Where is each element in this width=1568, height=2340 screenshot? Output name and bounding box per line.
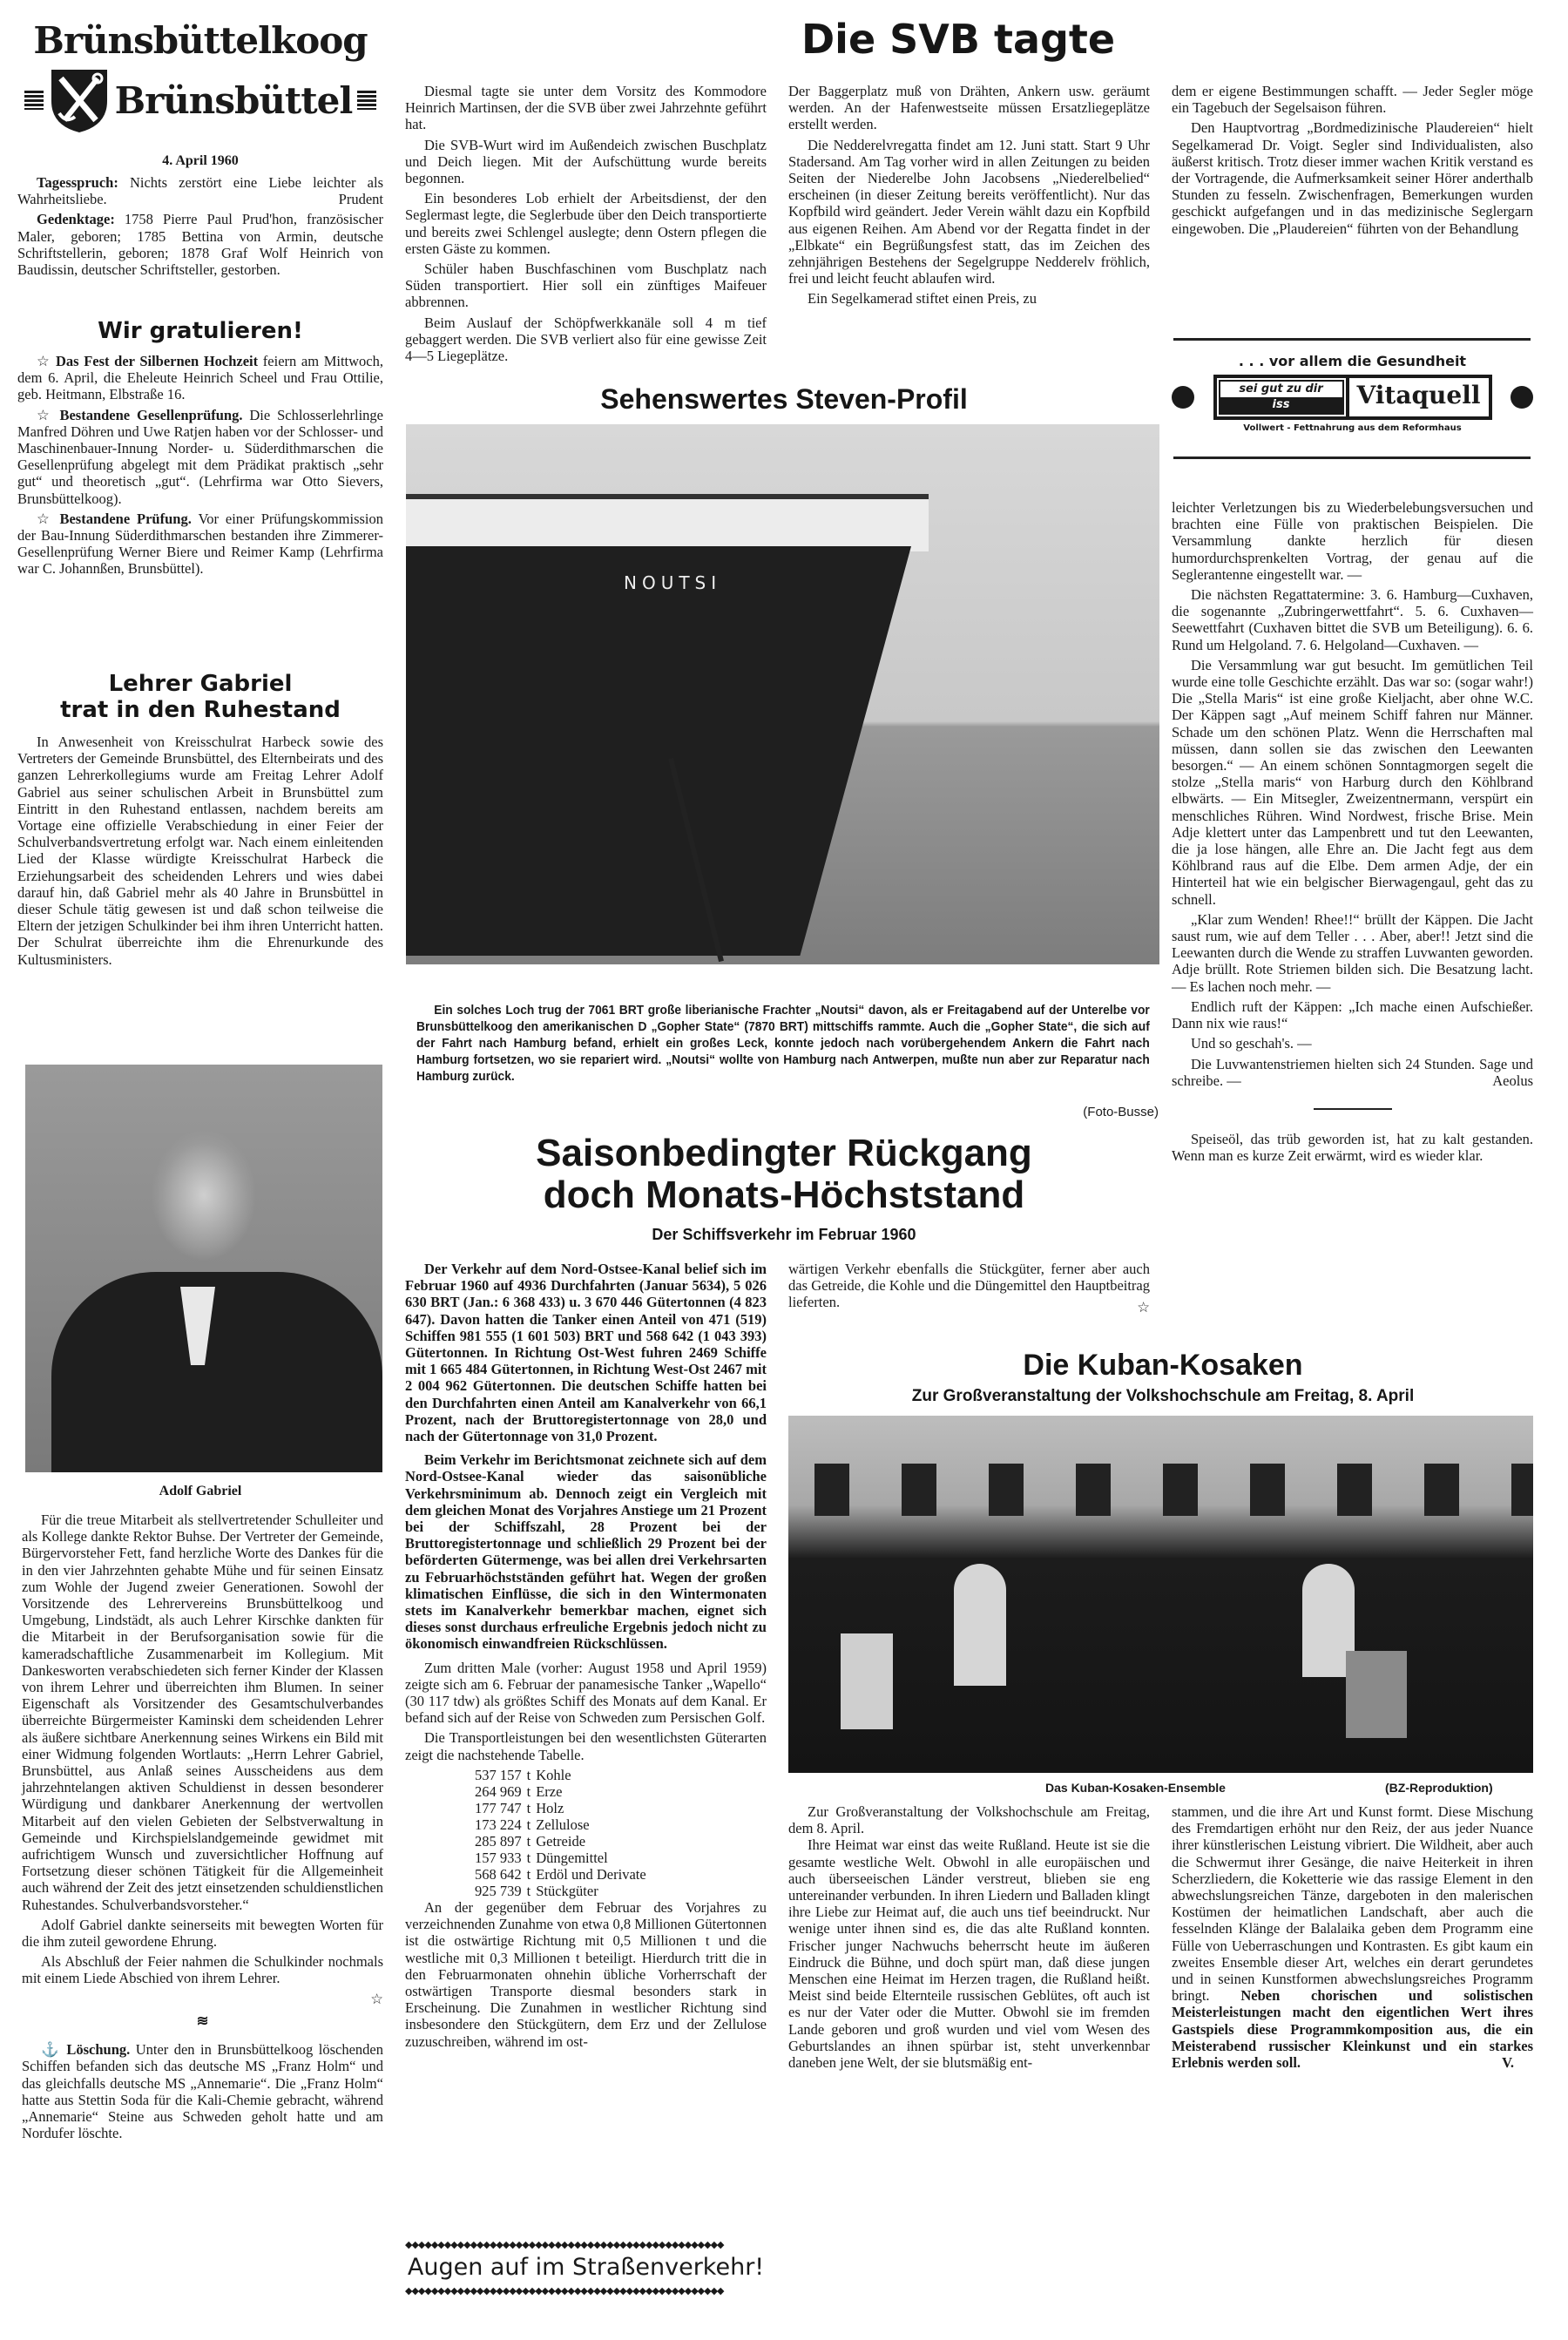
ad-top-rule	[1173, 338, 1531, 341]
cargo-good: Düngemittel	[536, 1849, 608, 1866]
gabriel-photo-caption: Adolf Gabriel	[159, 1484, 242, 1498]
cargo-table-row	[475, 1833, 652, 1850]
separator-ornament-icon: ≋	[196, 2012, 209, 2029]
kosaken-headline: Die Kuban-Kosaken	[1023, 1349, 1303, 1382]
diamond-border-icon: ◆◆◆◆◆◆◆◆◆◆◆◆◆◆◆◆◆◆◆◆◆◆◆◆◆◆◆◆◆◆◆◆◆◆◆◆◆◆◆◆◆◆◆◆◆◆◆◆◆	[405, 2239, 724, 2250]
vitaquell-ad: . . . vor allem die Gesundheit sei gut zu dir iss Vitaquell Vollwert - Fettnahrung aus dem Reformhaus	[1172, 353, 1533, 433]
ad-bottom-rule	[1173, 457, 1531, 459]
cargo-unit: t	[526, 1832, 531, 1850]
steven-caption: Ein solches Loch trug der 7061 BRT große liberianische Frachter „Noutsi“ davon, als er Freitagabend auf der Unterelbe vor Brunsbüttelkoog den amerikanischen D „Gopher State“ (7870 BRT) mittschiffs rammte. Auch die „Gopher State“, die sich auf der Fahrt nach Hamburg befand, erhielt ein großes Leck, konnte jedoch nach vorübergehendem Ankern die Fahrt nach Hamburg fortsetzen, wo sie repariert wird. „Noutsi“ wollte von Hamburg nach Antwerpen, mußte nun aber zur Reparatur nach Hamburg zurück.	[416, 1003, 1150, 1084]
steven-headline: Sehenswertes Steven-Profil	[600, 383, 968, 415]
cargo-good: Kohle	[536, 1766, 571, 1783]
cargo-unit: t	[526, 1782, 531, 1800]
cargo-good: Erze	[536, 1782, 563, 1800]
cargo-unit: t	[526, 1882, 531, 1899]
kanal-column-1: Der Verkehr auf dem Nord-Ostsee-Kanal belief sich im Februar 1960 auf 4936 Durchfahrten (Januar 5634), 5 026 630 BRT (Jan.: 6 368 433) u. 3 670 446 Gütertonnen (4 823 647). Davon hatten die Tanker einen Anteil von 471 (519) Schiffen 981 555 (1 601 503) BRT und 568 642 (1 043 393) Gütertonnen. In Richtung Ost-West fuhren 2469 Schiffe mit 1 665 484 Gütertonnen, in Richtung West-Ost 2467 mit 2 004 962 Gütertonnen. Die deutschen Schiffe hatten bei den Durchfahrten einen Anteil am Kanalverkehr von 66,1 Prozent, nach der Bruttoregistertonnage von 28,0 und nach der Gütertonnage von 31,0 Prozent. Beim Verkehr im Berichtsmonat zeichnete sich auf dem Nord-Ostsee-Kanal wieder das saisonübliche Verkehrsminimum ab. Dennoch zeigt ein Vergleich mit dem gleichen Monat des Vorjahres Anstiege um 21 Prozent bei der Schiffszahl, 28 Prozent bei der Bruttoregistertonnage und schließlich 29 Prozent bei der beförderten Gütermenge, was bei allen drei Verkehrsarten zu Februarhöchstständen geführt hat. Wegen der großen klimatischen Einflüsse, die sich in den Wintermonaten stets im Kanalverkehr bemerkbar machen, eignet sich dieses sonst durchaus erfreuliche Ergebnis jedoch nicht zu ökonomisch einwandfreien Rückschlüssen. Zum dritten Male (vorher: August 1958 und April 1959) zeigte sich am 6. Februar der panamesische Tanker „Wapello“ (30 117 tdw) als größtes Schiff des Monats auf dem Kanal. Er befand sich auf der Reise von Schweden zum Persischen Golf. Die Transportleistungen bei den wesentlichsten Güterarten zeigt die nachstehende Tabelle. 537 157 t Kohle 264 969 t Erze 177 747 t Holz 173 224 t Zellulose 285 897 t Getreide 157 933 t Düngemittel 568 642 t Erdöl und Derivate 925 739 t Stückgüter An der gegenüber dem Februar des Vorjahres zu verzeichnenden Zunahme von etwa 0,8 Millionen Gütertonnen ist die ostwärtige Richtung mit 0,5 Millionen t und die westliche mit 0,3 Millionen t beteiligt. Hierdurch tritt die in den Februarmonaten ohnehin übliche Vorherrschaft der ostwärtigen Transporte diesmal besonders stark in Erscheinung. Die Zunahmen in westlicher Richtung sind insbesondere den Stückgütern, dem Erz und der Zellulose zuzuschreiben, während im ost-	[405, 1261, 767, 2050]
banner-left-icon	[24, 91, 44, 110]
divider-rule	[1314, 1108, 1392, 1110]
cargo-table	[475, 1767, 652, 1899]
cargo-amount: 264 969	[475, 1782, 522, 1800]
cargo-amount: 537 157	[475, 1766, 522, 1783]
svb-column-2: Der Baggerplatz muß von Drähten, Ankern usw. geräumt werden. An der Hafenwestseite müssen Ersatzliegeplätze erstellt werden. Die Nedderelvregatta findet am 12. Juni statt. Start 9 Uhr Stadersand. Am Tag vorher wird in allen Zeitungen zu beiden Seiten der Niederelbe John Jacobsens „Niederelbelied“ erscheinen (in dieser Zeitung bereits veröffentlicht). Nur das Kopfbild wird geändert. Jeder Verein wählt dazu ein Kopfbild aus eigenen Reihen. Am Abend vor der Regatta findet in der „Elbkate“ ein Begrüßungsfest statt, das im Zeichen des zehnjährigen Bestehens der Segelgruppe Nedderelv fröhlich, frei und leicht feucht ablaufen wird. Ein Segelkamerad stiftet einen Preis, zu	[788, 83, 1150, 308]
issue-date: 4. April 1960	[162, 153, 239, 168]
kosaken-photo-caption: Das Kuban-Kosaken-Ensemble	[1045, 1781, 1226, 1795]
gratulation-item: ☆ Das Fest der Silbernen Hochzeit feiern am Mittwoch, dem 6. April, die Eheleute Heinrich Scheel und Frau Ottilie, geb. Heitmann, Elbstraße 16.	[17, 353, 383, 403]
masthead-title-line1: Brünsbüttelkoog	[33, 19, 368, 62]
cargo-table-row	[475, 1800, 652, 1816]
cargo-table-row	[475, 1767, 652, 1783]
kosaken-photo-credit: (BZ-Reproduktion)	[1385, 1781, 1493, 1795]
tagesspruch: Tagesspruch: Nichts zerstört eine Liebe leichter als Wahrheitsliebe. Prudent	[17, 174, 383, 208]
kanal-subtitle: Der Schiffsverkehr im Februar 1960	[652, 1226, 916, 1243]
gratulation-item: ☆ Bestandene Prüfung. Vor einer Prüfungskommission der Bau-Innung Süderdithmarschen bestanden ihre Zimmerer-Gesellenprüfung Werner Biere und Reimer Kamp (Lehrfirma war C. Johannßen, Brunsbüttel).	[17, 510, 384, 578]
gabriel-article	[17, 671, 383, 971]
star-icon: ☆	[37, 353, 56, 369]
ad-subline: Vollwert - Fettnahrung aus dem Reformhaus	[1243, 423, 1462, 433]
svb-headline: Die SVB tagte	[801, 16, 1116, 63]
cargo-good: Erdöl und Derivate	[536, 1865, 646, 1883]
cargo-amount: 285 897	[475, 1832, 522, 1850]
gabriel-continued: Für die treue Mitarbeit als stellvertretender Schulleiter und als Kollege dankte Rektor Buhse. Der Vertreter der Gemeinde, Bürgervorsteher Fett, fand herzliche Worte des Dankes für die in den vier Jahrzehnten gehabte Mühe und für seinen Einsatz zum Wohle der Jugend zweier Generationen. Sowohl der Vorsitzende des Lehrervereins Brunsbüttelkoog und Umgebung, Lindstädt, als auch Lehrer Kirschke dankten für die Mitarbeit in der Berufsorganisation sowie für die kameradschaftliche Zusammenarbeit im Kollegium. Mit Dankesworten verabschiedeten sich ferner Kinder der Klassen von ihrem Lehrer und überreichten ihm Blumen. In seiner Eigenschaft als Vorsitzender des Gesamtschulverbandes überreichte Bürgermeister Kaminski dem scheidenden Lehrer als äußere sichtbare Anerkennung seines Wirkens ein Bild mit einer Widmung folgenden Wortlauts: „Herrn Lehrer Gabriel, Brunsbüttel, aus Anlaß seines Ausscheidens aus dem jahrzehntelangen aktiven Schuldienst in dessen besonderer Würdigung und dankbarer Anerkennung der wertvollen Mitarbeit auf den vielen Gebieten der Selbstverwaltung in Gemeinde und Kirchspielslandgemeinde gewidmet mit aufrichtigem Wunsch und zuversichtlicher Hoffnung auf Fortsetzung dieser schönen Tätigkeit für die Allgemeinheit auch während der Zeit des jetzt einsetzenden schuldienstlichen Ruhestandes. Schulverbandsvorsteher.“ Adolf Gabriel dankte seinerseits mit bewegten Worten für die ihm zuteil gewordene Ehrung. Als Abschluß der Feier nahmen die Schulkinder nochmals mit einem Liede Abschied von ihrem Lehrer. ☆ ≋ ⚓ Löschung. Unter den in Brunsbüttelkoog löschenden Schiffen befanden sich das deutsche MS „Franz Holm“ und das gleichfalls deutsche MS „Annemarie“. Die „Franz Holm“ hatte aus Stettin Soda für die Kali-Chemie gebracht, während „Annemarie“ Steine aus Schweden geholt hatte und am Nordufer löschte.	[22, 1512, 383, 2142]
kanal-column-2: wärtigen Verkehr ebenfalls die Stückgüter, ferner aber auch das Getreide, die Kohle und die Düngemittel den Hauptbeitrag lieferten. ☆	[788, 1261, 1150, 1315]
ad-dot-right-icon	[1511, 386, 1533, 409]
cargo-table-row	[475, 1883, 652, 1899]
kosaken-column-2: stammen, und die ihre Art und Kunst formt. Diese Mischung des Fremdartigen erhöht nur den Reiz, der aus jeder Nuance ihrer künstlerischen Leistung vibriert. Die Wildheit, aber auch die Schwermut ihrer Gesänge, die naive Heiterkeit in ihren Scherzliedern, die Koketterie wie das rassige Element in den abwechslungsreichen Tänze, dargeboten in den malerischen Kostümen der heimatlichen Landschaft, aber auch die fesselnden Klänge der Balalaika geben dem Programm eine Fülle von Ueberraschungen und Kontrasten. Es gibt kaum ein zweites Ensemble dieser Art, welches ein derart gerundetes und in seinen Kunstformen abwechslungsreiches Programm bringt. Neben chorischen und solistischen Meisterleistungen macht den eigentlichen Wert ihres Gastspiels diese Programmkomposition aus, die ein Meisterabend russischer Kleinkunst und ein starkes Erlebnis werden soll. V.	[1172, 1803, 1533, 2072]
cargo-good: Getreide	[536, 1832, 586, 1850]
gabriel-paragraph: In Anwesenheit von Kreisschulrat Harbeck sowie des Vertreters der Gemeinde Brunsbüttel, des Elternbeirats und des ganzen Lehrerkollegiums wurde am Freitag Lehrer Adolf Gabriel aus seiner schulischen Arbeit in Brunsbüttel zum Eintritt in den Ruhestand entlassen, nachdem bereits am Vortage eine offizielle Verabschiedung in einer Feier der Schulverbandsvertretung erfolgt war. Nach einem einleitenden Lied der Klasse würdigte Kreisschulrat Harbeck die Erziehungsarbeit des scheidenden Lehrers und wies dabei darauf hin, daß Gabriel mehr als 40 Jahre in Brunsbüttel in dieser Schule tätig gewesen ist und daß schon teilweise die Eltern der jetzigen Schulkinder bei ihm ihren Unterricht hatten. Der Schulrat überreichte ihm die Ehrenurkunde des Kultusministers.	[17, 734, 383, 968]
gabriel-headline: Lehrer Gabriel trat in den Ruhestand	[60, 671, 341, 723]
cargo-good: Holz	[536, 1799, 564, 1816]
cargo-good: Stückgüter	[536, 1882, 598, 1899]
masthead-title-line2: Brünsbüttel	[114, 78, 353, 122]
star-icon: ☆	[37, 510, 60, 527]
cargo-amount: 177 747	[475, 1799, 522, 1816]
gedenktage: Gedenktage: 1758 Pierre Paul Prud'hon, französischer Maler, geboren; 1785 Bettina von Armin, deutsche Schriftstellerin, geboren; 1878 Graf Wolf Heinrich von Baudissin, deutscher Schriftsteller, gestorben.	[17, 211, 383, 279]
speiseoel-note: Speiseöl, das trüb geworden ist, hat zu kalt gestanden. Wenn man es kurze Zeit erwärmt, wird es wieder klar.	[1172, 1130, 1533, 1165]
gabriel-portrait	[25, 1065, 382, 1472]
cargo-amount: 157 933	[475, 1849, 522, 1866]
ad-tagline: . . . vor allem die Gesundheit	[1238, 353, 1467, 369]
ad-slogan: sei gut zu dir	[1220, 382, 1342, 397]
coat-of-arms-icon	[49, 66, 110, 134]
end-star-icon: ☆	[370, 1990, 383, 2007]
cargo-unit: t	[526, 1799, 531, 1816]
banner-right-icon	[357, 91, 376, 110]
kosaken-ensemble-photo	[788, 1416, 1533, 1773]
loeschung-notice: ⚓ Löschung. Unter den in Brunsbüttelkoog löschenden Schiffen befanden sich das deutsche MS „Franz Holm“ und das gleichfalls deutsche MS „Annemarie“. Die „Franz Holm“ hatte aus Stettin Soda für die Kali-Chemie gebracht, während „Annemarie“ Steine aus Schweden geholt hatte und am Nordufer löschte.	[22, 2041, 383, 2142]
ad-brand: Vitaquell	[1349, 378, 1489, 416]
cargo-amount: 925 739	[475, 1882, 522, 1899]
kosaken-column-1: Zur Großveranstaltung der Volkshochschule am Freitag, dem 8. April. Ihre Heimat war einst das weite Rußland. Heute ist sie die gesamte westliche Welt. Obwohl in alle europäischen und auch überseeischen Länder verstreut, blieben sie eng untereinander verbunden. In ihren Liedern und Balladen klingt ihre Liebe zur Heimat auf, die auch uns tief beeindruckt. Nur wenige unter ihnen sind es, die das alte Rußland konnten. Frischer junger Nachwuchs beherrscht heute im äußeren Eindruck die Bühne, und doch spürt man, daß diese jungen Menschen eine Heimat im Herzen tragen, die Rußland heißt. Meist sind beide Elternteile russischen Geblütes, oft auch ist es nur der Vater oder die Mutter. Obwohl sie im fremden Lande geboren und groß wurden und viel vom Wesen des Geburtslandes an ihnen spürbar ist, steht unverkennbar daneben jene Welt, der sie blutsmäßig ent-	[788, 1803, 1150, 2072]
masthead	[17, 17, 383, 281]
cargo-unit: t	[526, 1816, 531, 1833]
kanal-headline: Saisonbedingter Rückgang doch Monats-Höchststand	[536, 1132, 1032, 1216]
star-icon: ☆	[37, 406, 60, 423]
cargo-unit: t	[526, 1849, 531, 1866]
cargo-unit: t	[526, 1766, 531, 1783]
end-star-icon: ☆	[1137, 1298, 1150, 1315]
svb-column-1: Diesmal tagte sie unter dem Vorsitz des Kommodore Heinrich Martinsen, der die SVB über zwei Jahrzehnte geführt hat. Die SVB-Wurt wird im Außendeich zwischen Buschplatz und Deich liegen. Mit der Aufschüttung wurde bereits begonnen. Ein besonderes Lob erhielt der Arbeitsdienst, der den Seglermast legte, die Seglerbude über den Deich transportierte und bereits zwei Schlengel auslegte; denn Ostern pflegen die ersten Gäste zu kommen. Schüler haben Buschfaschinen vom Buschplatz nach Süden transportiert. Hier soll ein zünftiges Maifeuer abbrennen. Beim Auslauf der Schöpfwerkkanäle soll 4 m tief gebaggert werden. Die SVB verliert also für eine gewisse Zeit 4—5 Liegeplätze.	[405, 83, 767, 365]
gratulieren-section	[17, 318, 383, 581]
gratulieren-title: Wir gratulieren!	[98, 318, 303, 344]
ad-dot-left-icon	[1172, 386, 1194, 409]
cargo-amount: 173 224	[475, 1816, 522, 1833]
kosaken-author: V.	[1502, 2054, 1514, 2072]
steven-photo-credit: (Foto-Busse)	[1083, 1105, 1159, 1119]
gratulation-item: ☆ Bestandene Gesellenprüfung. Die Schlosserlehrlinge Manfred Döhren und Uwe Ratjen haben vor der Schlosser- und Maschinenbauer-Innung Norder- u. Süderdithmarschen die Gesellenprüfung abgelegt mit dem Prädikat praktisch „sehr gut“ und theoretisch „gut“. (Lehrfirma war Otto Sievers, Brunsbüttelkoog).	[17, 406, 383, 507]
svb-column-3: dem er eigene Bestimmungen schafft. — Jeder Segler möge ein Tagebuch der Segelsaison führen. Den Hauptvortrag „Bordmedizinische Plaudereien“ hielt Segelkamerad Dr. Voigt. Segler sind Individualisten, also äußerst kritisch. Trotz dieser immer wachen Kritik verstand es der Vortragende, die Aufmerksamkeit seiner Hörer anderthalb Stunden zu fesseln. Zwischenfragen, Bemerkungen wurden geschickt aufgefangen und in das medizinische Seglergarn eingewoben. Die „Plaudereien“ führten von der Behandlung	[1172, 83, 1533, 237]
cargo-amount: 568 642	[475, 1865, 522, 1883]
traffic-ad	[405, 2239, 767, 2296]
cargo-table-row	[475, 1816, 652, 1833]
svb-column-3-continued: leichter Verletzungen bis zu Wiederbelebungsversuchen und brachten eine Fülle von praktischen Beispielen. Die Versammlung dankte herzlich für diesen humordurchsprenkelten Vortrag, der genau auf die Seglerantenne eingestellt war. — Die nächsten Regattatermine: 3. 6. Hamburg—Cuxhaven, die sogenannte „Zubringerwettfahrt“. 5. 6. Cuxhaven—Seewettfahrt (Cuxhaven bittet die SVB um Beteiligung). 6. 6. Rund um Helgoland. 7. 6. Helgoland—Cuxhaven. — Die Versammlung war gut besucht. Im gemütlichen Teil wurde eine tolle Geschichte erzählt. Das war so: (sogar wahr!) Die „Stella Maris“ ist eine große Kieljacht, aber ohne W.C. Der Käppen sagt „Auf meinem Schiff fahren nur Männer. Schade um den schönen Platz. Wenn die Herrschaften mal müssen, dann sollen sie das zwischen den Leewanten besorgen.“ — An einem schönen Sonntagmorgen segelt die stolze „Stella maris“ von Harburg durch den Köhlbrand elbwärts. — Ein Mitsegler, Zweizentnermann, verspürt ein menschliches Rühren. Wind Nordwest, frische Brise. Mein Adje klettert unter das Lampenbrett und tut den Leewanten, die ja lose hängen, alle Ehre an. Die Jacht fegt aus dem Köhlbrand raus auf die Elbe. Dem armen Adje, der ein Hinterteil hat wie ein belgischer Bierwagengaul, geht das zu schnell. „Klar zum Wenden! Rhee!!“ brüllt der Käppen. Die Jacht saust rum, wie auf dem Teller . . . Aber, aber!! Jetzt sind die Leewanten durch die Wende zu straffen Luvwanten geworden. Adje brüllt. Rote Striemen bilden sich. Die Besatzung lacht. — Es lachen noch mehr. — Endlich ruft der Käppen: „Ich mache einen Aufschießer. Dann nix wie raus!“ Und so geschah's. — Die Luvwantenstriemen hielten sich 24 Stunden. Sage und schreibe. — Aeolus Speiseöl, das trüb geworden ist, hat zu kalt gestanden. Wenn man es kurze Zeit erwärmt, wird es wieder klar.	[1172, 499, 1533, 1165]
ship-name-label: NOUTSI	[624, 572, 722, 593]
cargo-good: Zellulose	[536, 1816, 590, 1833]
kosaken-subtitle: Zur Großveranstaltung der Volkshochschule am Freitag, 8. April	[911, 1387, 1415, 1405]
diamond-border-icon: ◆◆◆◆◆◆◆◆◆◆◆◆◆◆◆◆◆◆◆◆◆◆◆◆◆◆◆◆◆◆◆◆◆◆◆◆◆◆◆◆◆◆◆◆◆◆◆◆◆	[405, 2285, 724, 2296]
ship-icon: ⚓	[41, 2041, 67, 2059]
cargo-table-row	[475, 1866, 652, 1883]
cargo-table-row	[475, 1783, 652, 1800]
svb-author: Aeolus	[1492, 1072, 1533, 1089]
traffic-slogan: Augen auf im Straßenverkehr!	[407, 2254, 765, 2281]
cargo-table-row	[475, 1850, 652, 1866]
ship-bow-photo	[406, 424, 1159, 964]
cargo-unit: t	[526, 1865, 531, 1883]
